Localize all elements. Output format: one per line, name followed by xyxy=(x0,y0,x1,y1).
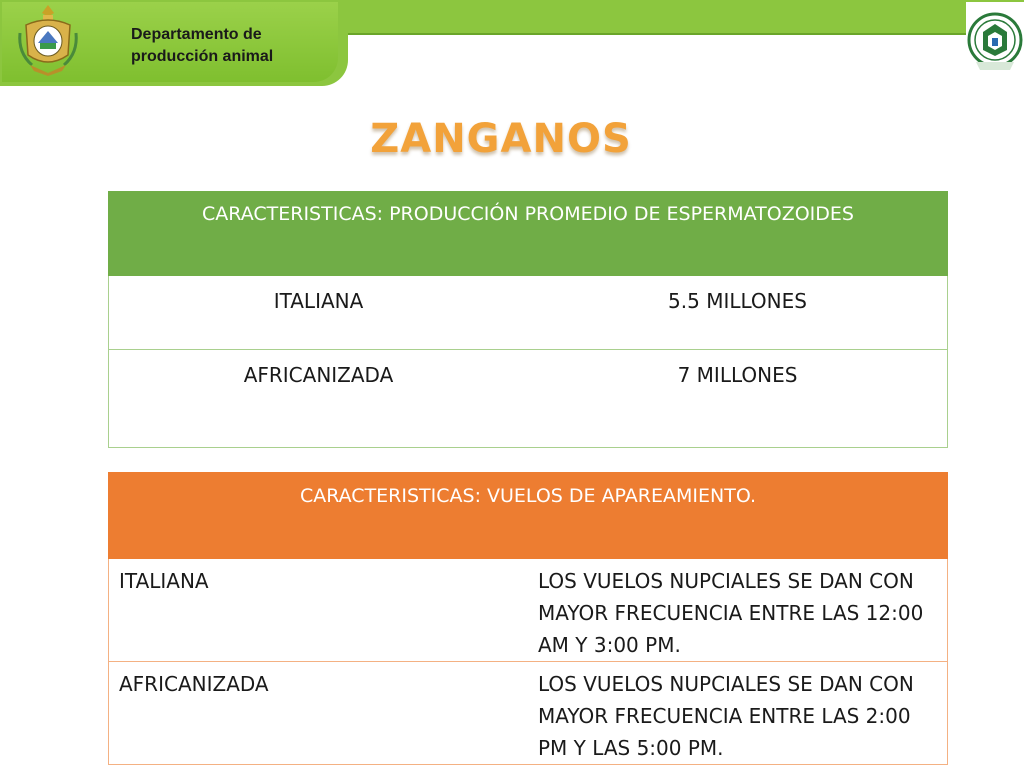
department-label xyxy=(131,24,331,68)
sperm-production-header: CARACTERISTICAS: PRODUCCIÓN PROMEDIO DE ESPERMATOZOIDES xyxy=(109,192,948,276)
table-row xyxy=(109,559,948,662)
breed-cell: ITALIANA xyxy=(109,559,529,662)
description-cell: LOS VUELOS NUPCIALES SE DAN CON MAYOR FRECUENCIA ENTRE LAS 12:00 AM Y 3:00 PM. xyxy=(528,559,948,662)
coat-of-arms-emblem xyxy=(16,3,80,77)
department-label-line2: producción animal xyxy=(131,48,274,65)
department-label-line1: Departamento de xyxy=(131,26,262,43)
page-title xyxy=(0,116,1002,162)
page-title-text: ZANGANOS xyxy=(370,116,632,162)
sperm-production-table xyxy=(108,191,948,448)
breed-cell: ITALIANA xyxy=(109,276,529,350)
table-header-row xyxy=(109,473,948,559)
table-row xyxy=(109,276,948,350)
breed-cell: AFRICANIZADA xyxy=(109,350,529,448)
value-cell: 7 MILLONES xyxy=(528,350,948,448)
value-cell: 5.5 MILLONES xyxy=(528,276,948,350)
mating-flights-header: CARACTERISTICAS: VUELOS DE APAREAMIENTO. xyxy=(109,473,948,559)
mating-flights-table xyxy=(108,472,948,765)
description-cell: LOS VUELOS NUPCIALES SE DAN CON MAYOR FRECUENCIA ENTRE LAS 2:00 PM Y LAS 5:00 PM. xyxy=(528,662,948,765)
table-row xyxy=(109,350,948,448)
table-header-row xyxy=(109,192,948,276)
table-row xyxy=(109,662,948,765)
university-seal-emblem xyxy=(966,2,1024,82)
breed-cell: AFRICANIZADA xyxy=(109,662,529,765)
